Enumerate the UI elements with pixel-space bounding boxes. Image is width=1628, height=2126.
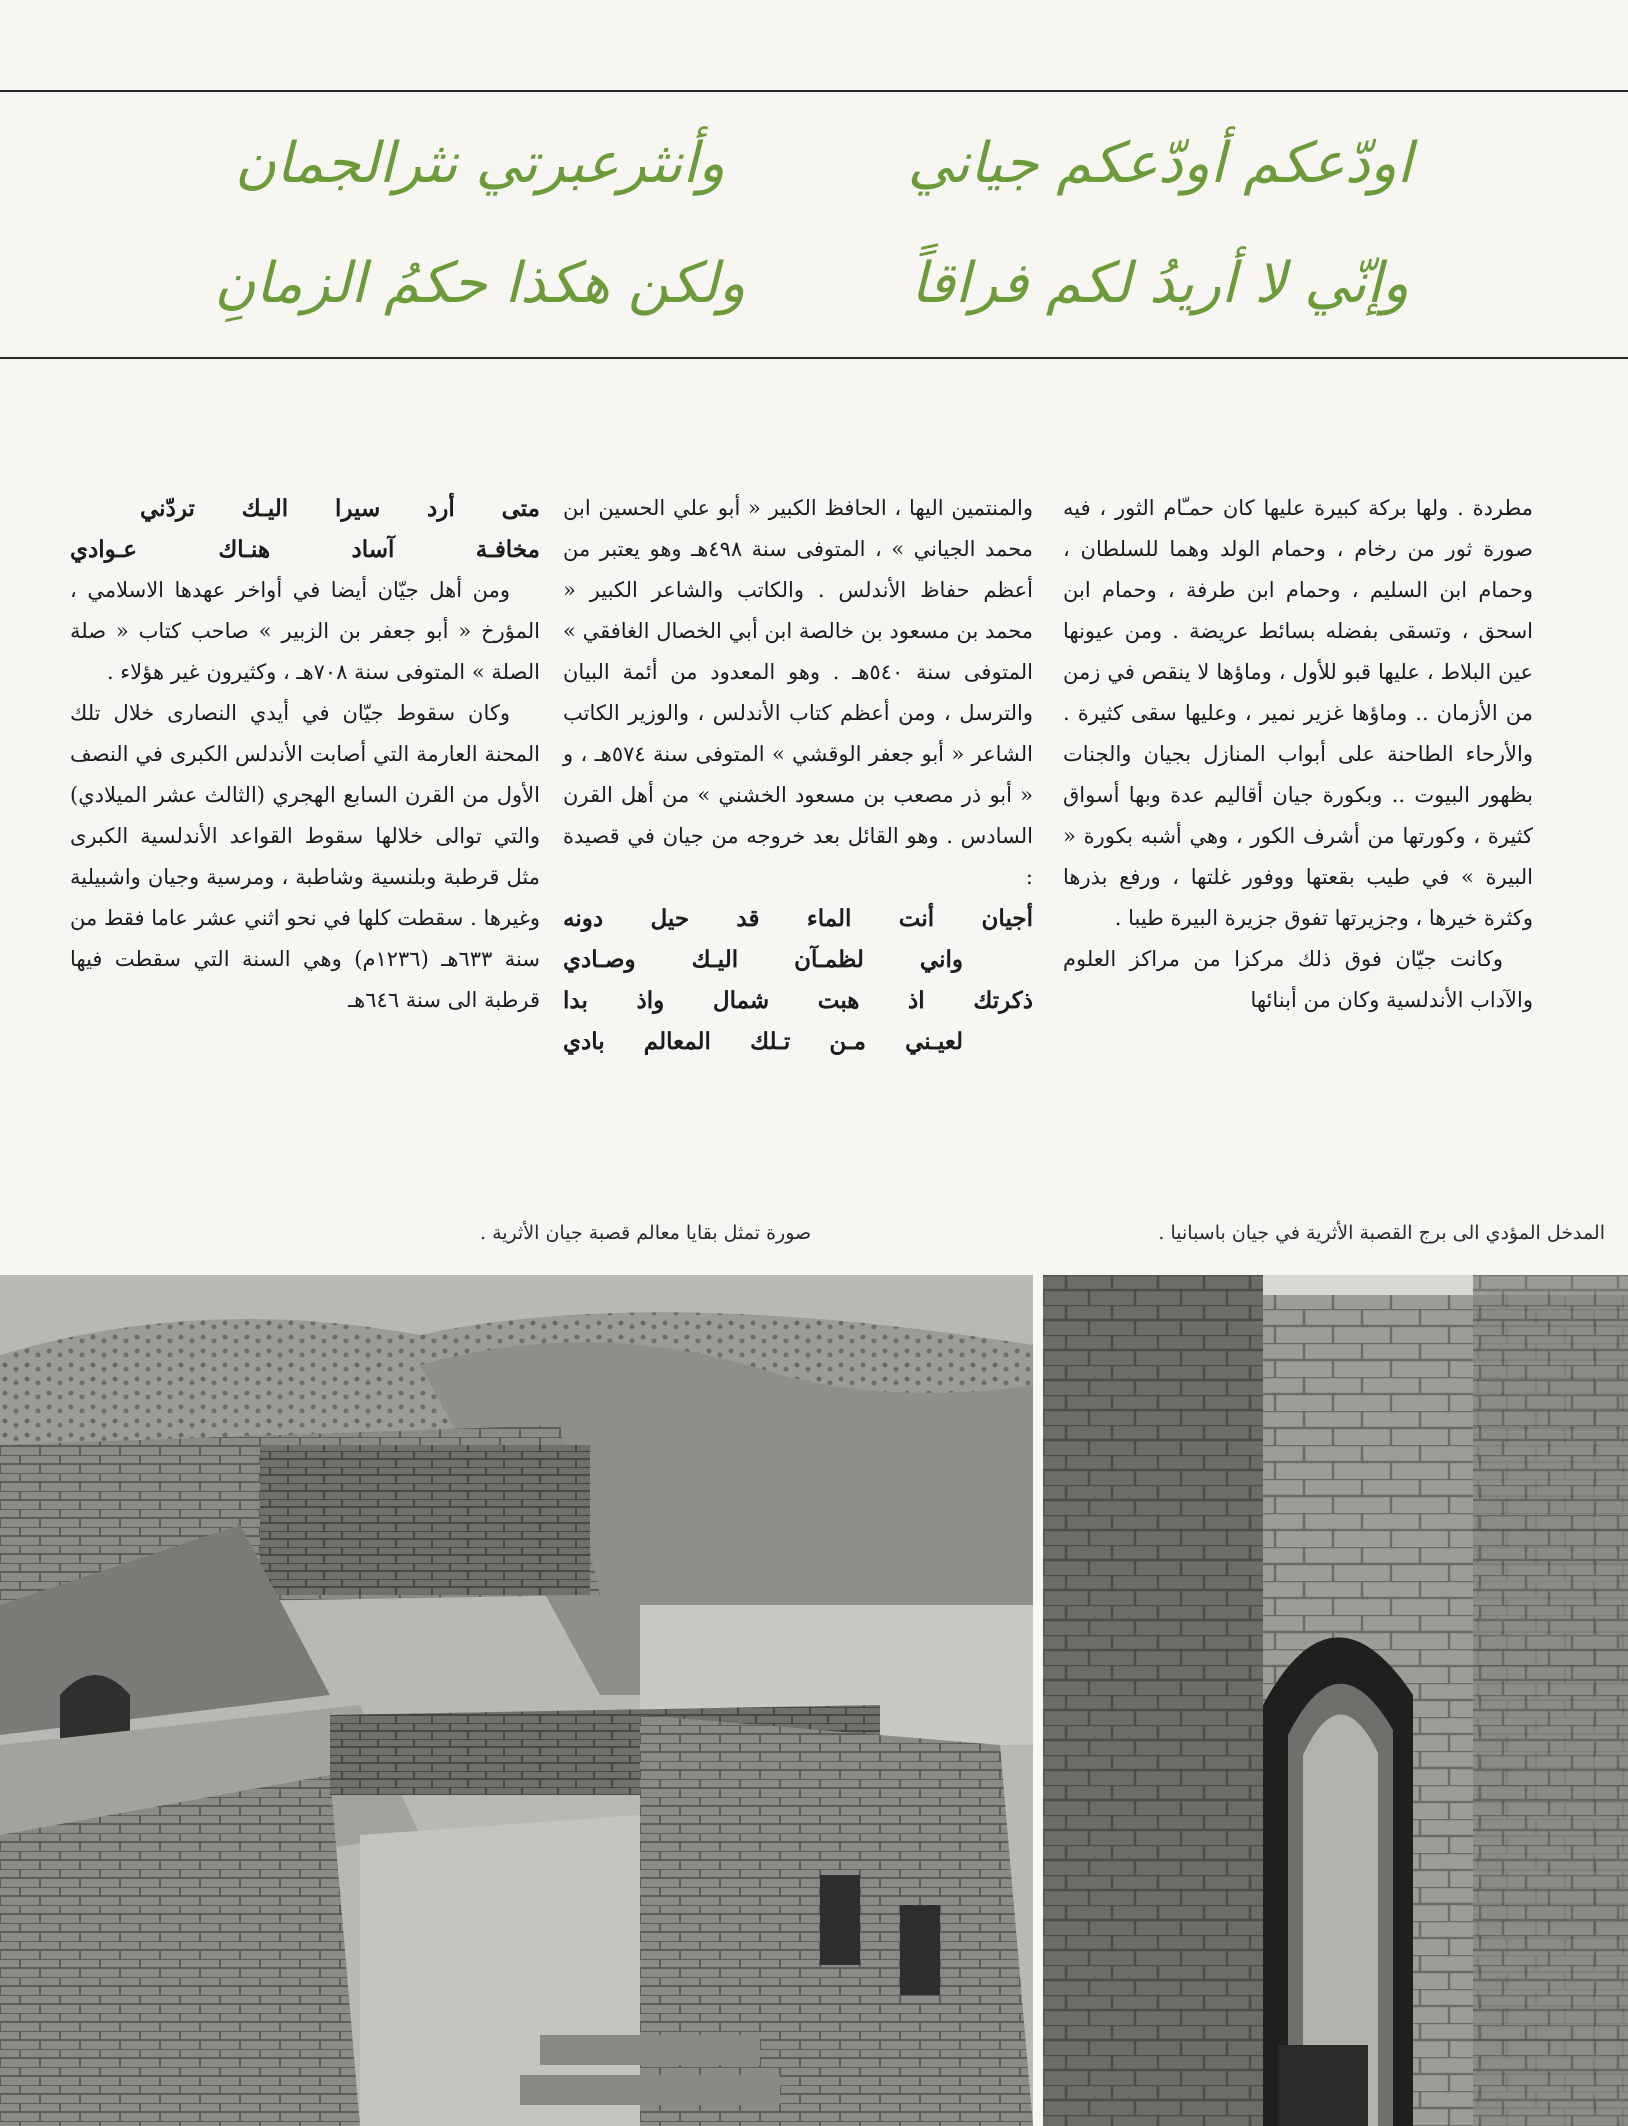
- castle-gate-photo: [1043, 1275, 1628, 2126]
- paragraph: والمنتمين اليها ، الحافظ الكبير « أبو علي الحسين ابن محمد الجياني » ، المتوفى سنة ٤٩٨هـ وهو يعتبر من أعظم حفاظ الأندلس . والكاتب والشاعر الكبير « محمد بن مسعود بن خالصة ابن أبي الخصال الغافقي » المتوفى سنة ٥٤٠هـ . وهو المعدود من أئمة البيان والترسل ، ومن أعظم كتاب الأندلس ، والوزير الكاتب الشاعر « أبو جعفر الوقشي » المتوفى سنة ٥٧٤هـ ، و « أبو ذر مصعب بن مسعود الخشني » من أهل القرن السادس . وهو القائل بعد خروجه من جيان في قصيدة :: [563, 496, 1034, 889]
- poem-verse-1-right: اودّعكم أودّعكم جياني: [907, 131, 1413, 196]
- bottom-rule: [0, 357, 1628, 359]
- photo-caption-left: صورة تمثل بقايا معالم قصبة جيان الأثرية .: [480, 1222, 812, 1244]
- castle-gate-photo-drawing: [1043, 1275, 1628, 2126]
- castle-ruins-photo-drawing: [0, 1275, 1033, 2126]
- text-column-right: [1063, 488, 1533, 1021]
- text-column-left: [70, 488, 540, 1021]
- castle-ruins-photo: [0, 1275, 1033, 2126]
- top-rule: [0, 90, 1628, 92]
- text-column-middle: [563, 488, 1033, 1062]
- poem-verse-2-right: وإنّي لا أريدُ لكم فراقاً: [911, 251, 1409, 316]
- poem-verse-2-left: ولكن هكذا حكمُ الزمانِ: [214, 251, 746, 316]
- paragraph: وكان سقوط جيّان في أيدي النصارى خلال تلك المحنة العارمة التي أصابت الأندلس الكبرى في النصف الأول من القرن السابع الهجري (الثالث عشر الميلادي) والتي توالى خلالها سقوط القواعد الأندلسية الكبرى مثل قرطبة وبلنسية وشاطبة ، ومرسية وجيان واشبيلية وغيرها . سقطت كلها في نحو اثني عشر عاما فقط من سنة ٦٣٣هـ (١٢٣٦م) وهي السنة التي سقطت فيها قرطبة الى سنة ٦٤٦هـ: [70, 701, 540, 1012]
- paragraph: مطردة . ولها بركة كبيرة عليها كان حمـّام الثور ، فيه صورة ثور من رخام ، وحمام الولد وهما للسلطان ، وحمام ابن السليم ، وحمام ابن طرفة ، وحمام ابن اسحق ، وتسقى بفضله بسائط عريضة . ومن عيونها عين البلاط ، عليها قبو للأول ، وماؤها لا ينقص في زمن من الأزمان .. وماؤها غزير نمير ، وعليها سقى كثيرة . والأرحاء الطاحنة على أبواب المنازل بجيان والجنات بظهور البيوت .. وبكورة جيان أقاليم عدة وبها أسواق كثيرة ، وكورتها من أشرف الكور ، وهي أشبه بكورة « البيرة » في طيب بقعتها ووفور غلتها ، ورفع بذرها وكثرة خيرها ، وجزيرتها تفوق جزيرة البيرة طيبا .: [1063, 496, 1533, 930]
- verse-line: لعيـني مـن تـلك المعالم بادي: [563, 1028, 963, 1055]
- verse-line: أجيان أنت الماء قد حيل دونه: [563, 905, 1033, 932]
- verse-line: ذكرتك اذ هبت شمال واذ بدا: [563, 987, 1033, 1014]
- poem-banner: [180, 110, 1460, 340]
- paragraph: ومن أهل جيّان أيضا في أواخر عهدها الاسلامي ، المؤرخ « أبو جعفر بن الزبير » صاحب كتاب « صلة الصلة » المتوفى سنة ٧٠٨هـ ، وكثيرون غير هؤلاء .: [70, 578, 540, 684]
- paragraph: وكانت جيّان فوق ذلك مركزا من مراكز العلوم والآداب الأندلسية وكان من أبنائها: [1063, 947, 1533, 1012]
- photo-caption-right: المدخل المؤدي الى برج القصبة الأثرية في جيان باسبانيا .: [1158, 1222, 1605, 1244]
- verse-line: متى أرد سيرا اليـك تردّني: [140, 495, 540, 522]
- verse-line: مخافـة آساد هنـاك عـوادي: [70, 536, 540, 563]
- poem-verse-1-left: وأنثرعبرتي نثرالجمان: [235, 131, 725, 196]
- verse-line: واني لظمـآن اليـك وصـادي: [563, 946, 963, 973]
